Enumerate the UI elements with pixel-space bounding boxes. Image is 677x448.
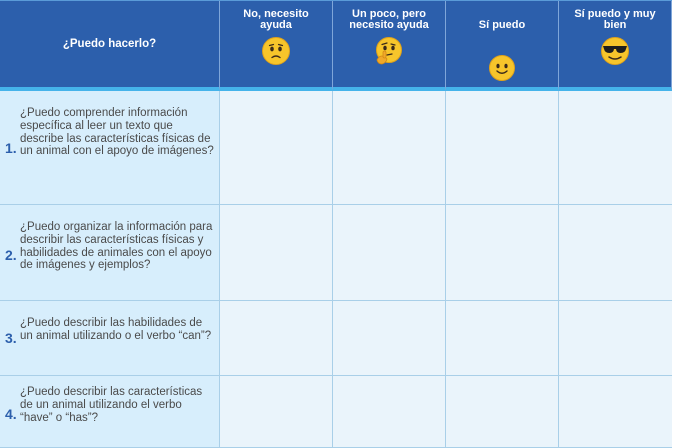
- question-text: ¿Puedo comprender información específica al leer un texto que describe las características físicas de un animal con el apoyo de imágenes?: [20, 107, 214, 158]
- header-level-label: Sí puedo y muy bien: [574, 8, 656, 31]
- question-number: 4.: [5, 406, 17, 422]
- answer-cell-r4-no-ayuda[interactable]: [220, 376, 333, 448]
- header-level-muy-bien: [559, 1, 672, 91]
- answer-cell-r4-poco-ayuda[interactable]: [333, 376, 446, 448]
- answer-cell-r1-si-puedo[interactable]: [446, 91, 559, 205]
- question-cell-4: [0, 376, 220, 448]
- answer-cell-r3-no-ayuda[interactable]: [220, 301, 333, 376]
- question-text: ¿Puedo describir las características de un animal utilizando el verbo “have” o “has”?: [20, 386, 203, 424]
- answer-cell-r1-poco-ayuda[interactable]: [333, 91, 446, 205]
- question-cell-3: [0, 301, 220, 376]
- answer-cell-r3-poco-ayuda[interactable]: [333, 301, 446, 376]
- answer-cell-r1-muy-bien[interactable]: [559, 91, 672, 205]
- question-number: 2.: [5, 247, 17, 263]
- thinking-face-icon: [374, 36, 404, 66]
- header-level-label: No, necesito ayuda: [243, 8, 309, 31]
- answer-cell-r3-si-puedo[interactable]: [446, 301, 559, 376]
- answer-cell-r3-muy-bien[interactable]: [559, 301, 672, 376]
- answer-cell-r2-muy-bien[interactable]: [559, 205, 672, 301]
- smiling-face-icon: [488, 54, 516, 82]
- header-question-label: ¿Puedo hacerlo?: [62, 37, 157, 50]
- answer-cell-r4-si-puedo[interactable]: [446, 376, 559, 448]
- answer-cell-r2-si-puedo[interactable]: [446, 205, 559, 301]
- question-cell-2: [0, 205, 220, 301]
- question-number: 3.: [5, 330, 17, 346]
- header-level-label: Sí puedo: [478, 19, 526, 31]
- question-text: ¿Puedo organizar la información para describir las características físicas y habilidades de animales con el apoyo de imágenes y ejemplos?: [20, 221, 213, 272]
- question-cell-1: [0, 91, 220, 205]
- question-text: ¿Puedo describir las habilidades de un animal utilizando o el verbo “can”?: [20, 317, 212, 342]
- header-question-column: [0, 1, 220, 91]
- answer-cell-r1-no-ayuda[interactable]: [220, 91, 333, 205]
- header-level-si-puedo: [446, 1, 559, 91]
- answer-cell-r2-poco-ayuda[interactable]: [333, 205, 446, 301]
- worried-face-icon: [261, 36, 291, 66]
- header-level-label: Un poco, pero necesito ayuda: [349, 8, 429, 31]
- answer-cell-r2-no-ayuda[interactable]: [220, 205, 333, 301]
- question-number: 1.: [5, 140, 17, 156]
- answer-cell-r4-muy-bien[interactable]: [559, 376, 672, 448]
- header-level-no-ayuda: [220, 1, 333, 91]
- header-level-poco-ayuda: [333, 1, 446, 91]
- sunglasses-face-icon: [599, 36, 631, 66]
